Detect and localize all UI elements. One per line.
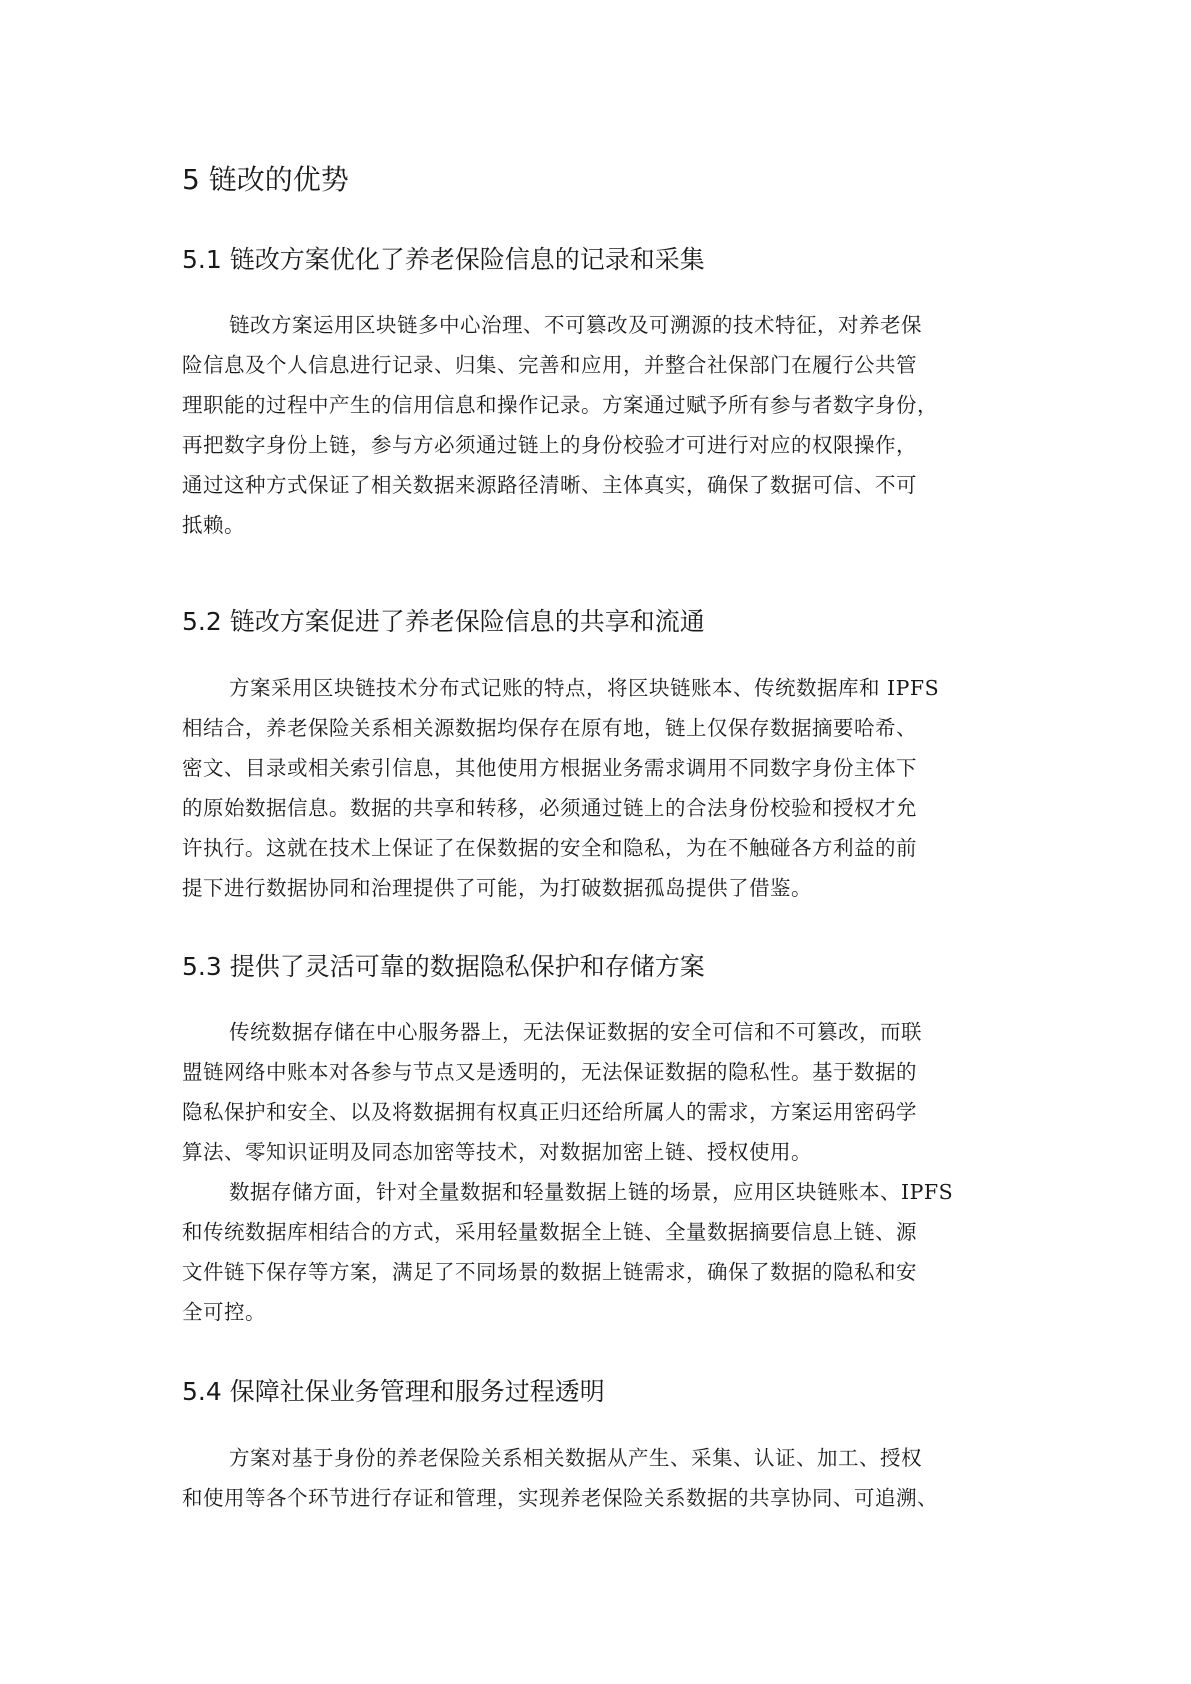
paragraph-line: 方案采用区块链技术分布式记账的特点，将区块链账本、传统数据库和 IPFS — [229, 676, 940, 700]
paragraph-line: 方案对基于身份的养老保险关系相关数据从产生、采集、认证、加工、授权 — [229, 1446, 922, 1470]
paragraph-line: 险信息及个人信息进行记录、归集、完善和应用，并整合社保部门在履行公共管 — [182, 353, 917, 377]
subsection-title-5-2: 5.2 链改方案促进了养老保险信息的共享和流通 — [182, 607, 705, 636]
paragraph-line: 和传统数据库相结合的方式，采用轻量数据全上链、全量数据摘要信息上链、源 — [182, 1220, 917, 1244]
subsection-title-5-3: 5.3 提供了灵活可靠的数据隐私保护和存储方案 — [182, 952, 705, 981]
paragraph-line: 再把数字身份上链，参与方必须通过链上的身份校验才可进行对应的权限操作， — [182, 433, 917, 457]
paragraph-line: 全可控。 — [182, 1300, 266, 1324]
paragraph-line: 许执行。这就在技术上保证了在保数据的安全和隐私，为在不触碰各方利益的前 — [182, 836, 917, 860]
paragraph-line: 和使用等各个环节进行存证和管理，实现养老保险关系数据的共享协同、可追溯、 — [182, 1486, 938, 1510]
paragraph-line: 提下进行数据协同和治理提供了可能，为打破数据孤岛提供了借鉴。 — [182, 876, 812, 900]
paragraph-line: 理职能的过程中产生的信用信息和操作记录。方案通过赋予所有参与者数字身份， — [182, 393, 938, 417]
paragraph-line: 文件链下保存等方案，满足了不同场景的数据上链需求，确保了数据的隐私和安 — [182, 1260, 917, 1284]
paragraph-line: 抵赖。 — [182, 513, 245, 537]
paragraph-line: 密文、目录或相关索引信息，其他使用方根据业务需求调用不同数字身份主体下 — [182, 756, 917, 780]
paragraph-line: 传统数据存储在中心服务器上，无法保证数据的安全可信和不可篡改，而联 — [229, 1020, 922, 1044]
paragraph-line: 盟链网络中账本对各参与节点又是透明的，无法保证数据的隐私性。基于数据的 — [182, 1060, 917, 1084]
paragraph-line: 的原始数据信息。数据的共享和转移，必须通过链上的合法身份校验和授权才允 — [182, 796, 917, 820]
paragraph-5-3-b — [182, 1172, 1012, 1332]
paragraph-5-4 — [182, 1438, 1012, 1518]
paragraph-line: 算法、零知识证明及同态加密等技术，对数据加密上链、授权使用。 — [182, 1140, 812, 1164]
subsection-title-5-1: 5.1 链改方案优化了养老保险信息的记录和采集 — [182, 245, 705, 274]
section-title: 5 链改的优势 — [182, 163, 349, 196]
paragraph-line: 隐私保护和安全、以及将数据拥有权真正归还给所属人的需求，方案运用密码学 — [182, 1100, 917, 1124]
paragraph-5-3-a — [182, 1012, 1012, 1172]
paragraph-line: 链改方案运用区块链多中心治理、不可篡改及可溯源的技术特征，对养老保 — [229, 313, 922, 337]
paragraph-line: 数据存储方面，针对全量数据和轻量数据上链的场景，应用区块链账本、IPFS — [229, 1180, 954, 1204]
paragraph-5-2 — [182, 668, 1012, 908]
paragraph-line: 通过这种方式保证了相关数据来源路径清晰、主体真实，确保了数据可信、不可 — [182, 473, 917, 497]
subsection-title-5-4: 5.4 保障社保业务管理和服务过程透明 — [182, 1377, 605, 1406]
paragraph-line: 相结合，养老保险关系相关源数据均保存在原有地，链上仅保存数据摘要哈希、 — [182, 716, 917, 740]
paragraph-5-1 — [182, 305, 1012, 545]
